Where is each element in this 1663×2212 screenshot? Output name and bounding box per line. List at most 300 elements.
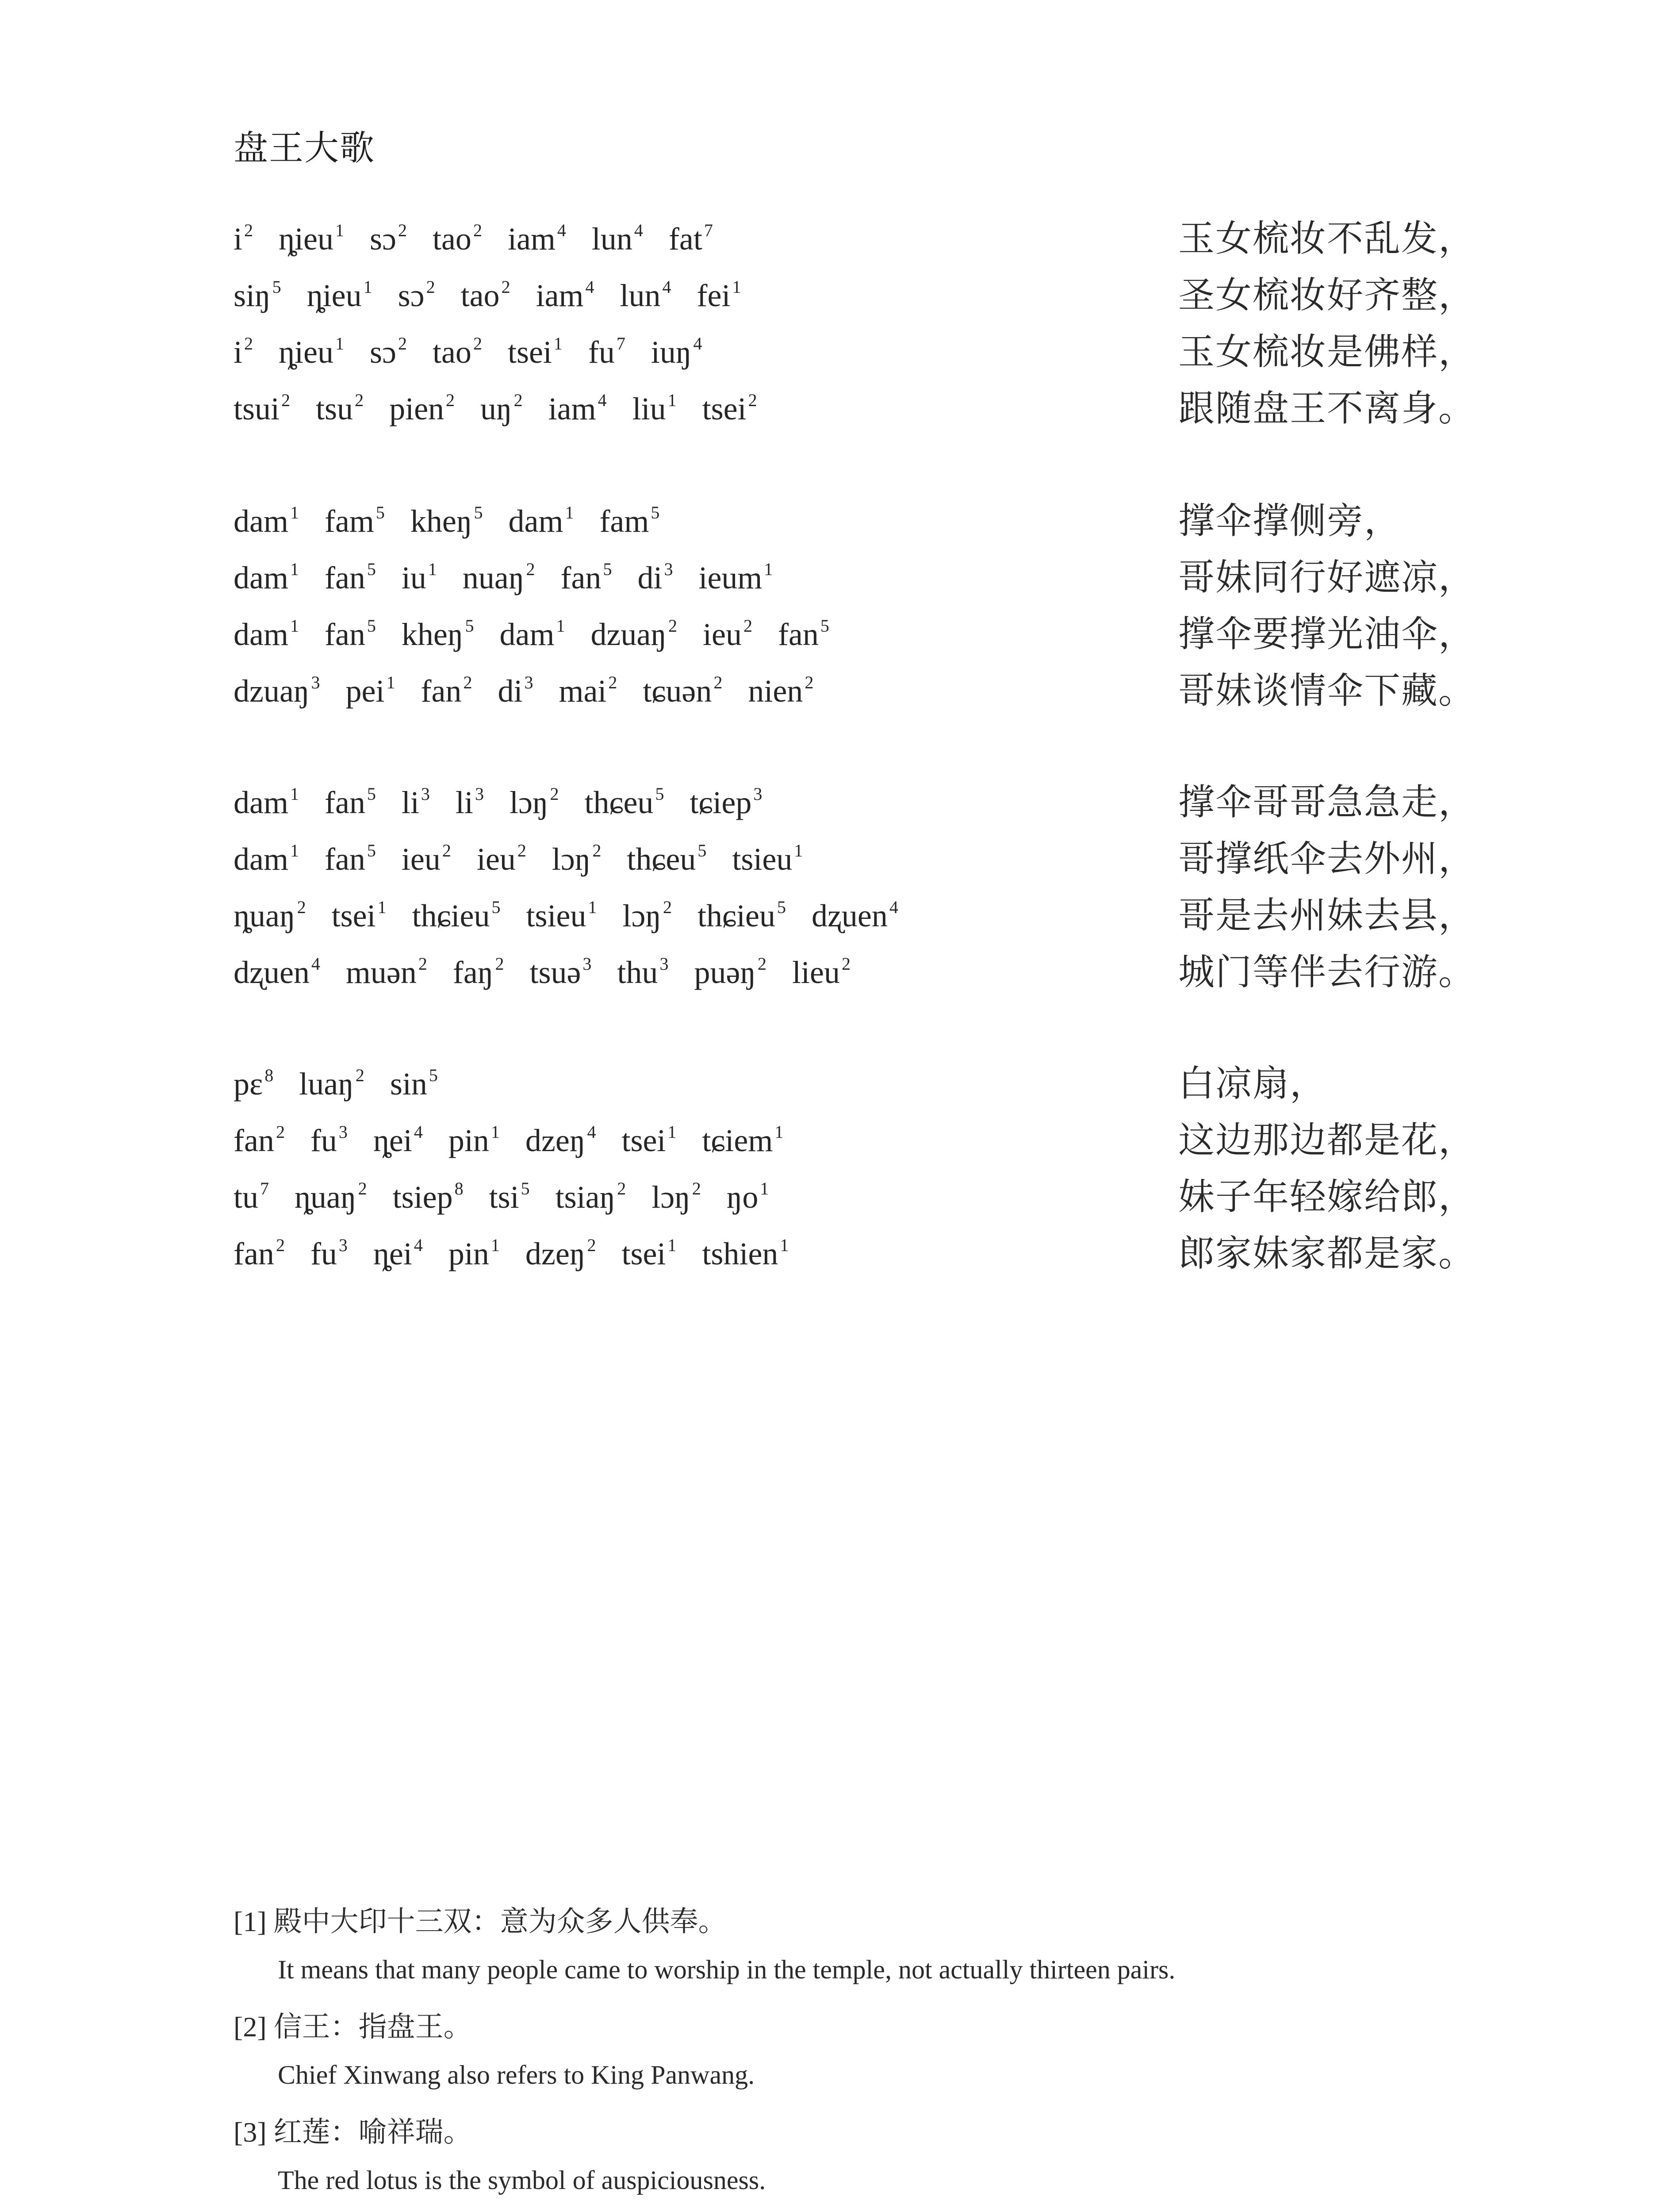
syllable — [370, 218, 407, 260]
tone-number: 2 — [297, 897, 306, 917]
romanization — [234, 1119, 809, 1162]
syllable — [332, 895, 387, 937]
syllable-text: dzuaŋ — [590, 617, 667, 652]
syllable — [651, 1176, 701, 1218]
syllable-text: dam — [234, 785, 288, 820]
syllable-text: iam — [548, 391, 596, 426]
syllable — [234, 1119, 285, 1162]
verse-line — [234, 388, 1498, 444]
syllable — [234, 388, 290, 430]
tone-number: 3 — [338, 1235, 348, 1255]
syllable — [279, 331, 344, 373]
tone-number: 2 — [713, 672, 723, 692]
verse-line — [234, 274, 1498, 331]
tone-number: 3 — [582, 954, 592, 974]
tone-number: 5 — [521, 1179, 530, 1198]
syllable — [702, 1119, 783, 1162]
tone-number: 1 — [290, 841, 299, 860]
tone-number: 5 — [465, 616, 474, 636]
tone-number: 2 — [355, 390, 364, 410]
tone-number: 2 — [426, 277, 435, 297]
syllable-text: fan — [560, 560, 602, 595]
syllable — [310, 1119, 348, 1162]
syllable-text: tsuə — [529, 955, 581, 990]
tone-number: 2 — [276, 1122, 285, 1142]
syllable — [295, 1176, 367, 1218]
syllable — [702, 388, 757, 430]
footnote-marker: [2] — [234, 2011, 267, 2043]
syllable-text: tɕiep — [690, 785, 752, 820]
syllable — [489, 1176, 530, 1218]
syllable — [477, 838, 526, 880]
chinese-translation: 哥撑纸伞去外州， — [1178, 838, 1476, 880]
tone-number: 1 — [556, 616, 565, 636]
chinese-translation: 这边那边都是花， — [1178, 1119, 1476, 1161]
chinese-translation: 撑伞要撑光油伞， — [1178, 613, 1476, 655]
tone-number: 5 — [651, 503, 660, 522]
syllable-text: thɕieu — [412, 898, 490, 933]
tone-number: 7 — [260, 1179, 269, 1198]
tone-number: 2 — [592, 841, 602, 860]
syllable — [592, 218, 643, 260]
tone-number: 1 — [490, 1235, 500, 1255]
footnote — [234, 2113, 1498, 2199]
tone-number: 5 — [697, 841, 707, 860]
tone-number: 8 — [454, 1179, 464, 1198]
syllable — [448, 1233, 500, 1275]
syllable — [694, 951, 766, 994]
tone-number: 2 — [805, 672, 814, 692]
syllable-text: fan — [324, 617, 365, 652]
chinese-translation: 哥妹谈情伞下藏。 — [1178, 670, 1476, 712]
syllable — [234, 895, 306, 937]
syllable — [389, 388, 455, 430]
tone-number: 2 — [663, 897, 672, 917]
tone-number: 5 — [367, 559, 376, 579]
syllable — [588, 331, 625, 373]
syllable-text: dzeŋ — [525, 1236, 586, 1271]
syllable — [727, 1176, 769, 1218]
tone-number: 5 — [474, 503, 483, 522]
syllable — [643, 670, 722, 712]
syllable — [325, 557, 376, 599]
syllable — [370, 331, 407, 373]
romanization — [234, 1233, 814, 1275]
syllable-text: ȵei — [373, 1123, 412, 1158]
tone-number: 2 — [692, 1179, 701, 1198]
tone-number: 3 — [475, 784, 484, 804]
tone-number: 3 — [421, 784, 430, 804]
syllable-text: thɕieu — [697, 898, 775, 933]
syllable-text: thɕeu — [584, 785, 654, 820]
syllable — [234, 1176, 269, 1218]
verse-line — [234, 1063, 1498, 1119]
tone-number: 1 — [764, 559, 773, 579]
syllable — [508, 218, 566, 260]
verse-line — [234, 557, 1498, 613]
syllable-text: i — [234, 221, 243, 257]
tone-number: 2 — [608, 672, 617, 692]
syllable — [433, 218, 482, 260]
syllable — [552, 838, 602, 880]
syllable — [732, 838, 803, 880]
tone-number: 1 — [490, 1122, 500, 1142]
tone-number: 1 — [760, 1179, 769, 1198]
tone-number: 5 — [272, 277, 281, 297]
syllable — [234, 1233, 285, 1275]
chinese-translation: 跟随盘王不离身。 — [1178, 388, 1476, 430]
syllable-text: fu — [310, 1236, 337, 1271]
syllable-text: tsieu — [732, 841, 793, 877]
tone-number: 1 — [428, 559, 437, 579]
romanization — [234, 500, 685, 542]
romanization — [234, 613, 855, 656]
romanization — [234, 951, 876, 994]
tone-number: 2 — [758, 954, 767, 974]
tone-number: 1 — [335, 220, 344, 240]
syllable — [316, 388, 364, 430]
syllable-text: ieu — [476, 841, 516, 877]
tone-number: 1 — [290, 503, 299, 522]
syllable-text: kheŋ — [401, 617, 464, 652]
verse-line — [234, 895, 1498, 951]
verse-line — [234, 218, 1498, 274]
syllable — [448, 1119, 500, 1162]
syllable — [234, 670, 320, 712]
footnote-marker: [1] — [234, 1906, 267, 1937]
syllable-text: tsieu — [526, 898, 586, 933]
tone-number: 2 — [668, 616, 677, 636]
syllable-text: ieu — [702, 617, 742, 652]
romanization — [234, 388, 783, 430]
romanization — [234, 274, 766, 317]
tone-number: 1 — [335, 334, 344, 353]
syllable-text: fan — [324, 785, 365, 820]
romanization — [234, 218, 739, 260]
syllable — [325, 838, 376, 880]
syllable-text: dzuaŋ — [234, 673, 310, 709]
syllable — [812, 895, 898, 937]
tone-number: 2 — [463, 672, 472, 692]
footnote-english: It means that many people came to worship in the temple, not actually thirteen pairs. — [278, 1955, 1176, 1984]
verse-line — [234, 670, 1498, 726]
tone-number: 4 — [889, 897, 898, 917]
syllable — [234, 951, 320, 994]
footnote-english: Chief Xinwang also refers to King Panwang. — [278, 2060, 755, 2089]
chinese-translation: 圣女梳妆好齐整， — [1178, 274, 1476, 316]
syllable — [402, 838, 451, 880]
syllable — [510, 781, 559, 824]
syllable-text: ieu — [401, 841, 441, 877]
tone-number: 5 — [367, 616, 376, 636]
tone-number: 3 — [311, 672, 320, 692]
syllable — [536, 274, 594, 317]
tone-number: 1 — [780, 1235, 789, 1255]
syllable-text: lɔŋ — [509, 785, 548, 820]
syllable-text: sɔ — [369, 334, 396, 370]
tone-number: 3 — [753, 784, 763, 804]
syllable — [748, 670, 813, 712]
stanza — [234, 218, 1498, 444]
syllable — [402, 613, 474, 656]
tone-number: 4 — [311, 954, 320, 974]
page-header: 盘王大歌 — [234, 128, 376, 168]
tone-number: 1 — [290, 559, 299, 579]
verse-line — [234, 781, 1498, 838]
tone-number: 4 — [598, 390, 607, 410]
syllable — [508, 500, 574, 542]
tone-number: 1 — [667, 390, 677, 410]
syllable-text: tshien — [702, 1236, 778, 1271]
syllable — [669, 218, 713, 260]
tone-number: 2 — [281, 390, 291, 410]
syllable-text: sɔ — [369, 221, 396, 257]
romanization — [234, 895, 924, 937]
syllable — [234, 838, 299, 880]
syllable-text: dam — [234, 503, 288, 539]
tone-number: 2 — [244, 334, 253, 353]
tone-number: 1 — [794, 841, 803, 860]
syllable-text: i — [234, 334, 243, 370]
syllable-text: fu — [588, 334, 615, 370]
tone-number: 1 — [565, 503, 574, 522]
syllable-text: pin — [448, 1236, 489, 1271]
syllable-text: ieum — [698, 560, 763, 595]
syllable — [234, 557, 299, 599]
tone-number: 1 — [377, 897, 387, 917]
syllable — [410, 500, 483, 542]
syllable — [697, 274, 741, 317]
chinese-translation: 玉女梳妆不乱发， — [1178, 218, 1476, 260]
syllable-text: sin — [390, 1066, 427, 1102]
chinese-translation: 郎家妹家都是家。 — [1178, 1233, 1476, 1275]
romanization — [234, 1063, 464, 1105]
syllable — [627, 838, 706, 880]
syllable-text: tsui — [234, 391, 280, 426]
syllable — [703, 613, 752, 656]
syllable — [279, 218, 344, 260]
footnote-chinese — [234, 2113, 1498, 2152]
tone-number: 2 — [526, 559, 535, 579]
syllable — [617, 951, 668, 994]
tone-number: 1 — [667, 1122, 677, 1142]
footnote-chinese — [234, 1902, 1498, 1941]
syllable-text: tsi — [489, 1179, 519, 1215]
tone-number: 5 — [491, 897, 501, 917]
tone-number: 2 — [358, 1179, 367, 1198]
syllable — [325, 781, 376, 824]
tone-number: 5 — [367, 841, 376, 860]
syllable-text: lɔŋ — [552, 841, 591, 877]
syllable-text: fan — [234, 1236, 274, 1271]
tone-number: 1 — [774, 1122, 784, 1142]
syllable — [599, 500, 659, 542]
syllable — [234, 331, 253, 373]
syllable — [637, 557, 673, 599]
syllable-text: fam — [324, 503, 374, 539]
syllable — [307, 274, 372, 317]
syllable-text: liu — [632, 391, 666, 426]
syllable-text: lɔŋ — [651, 1179, 690, 1215]
syllable-text: fat — [668, 221, 702, 257]
footnote-english: The red lotus is the symbol of auspiciousness. — [278, 2166, 766, 2195]
verse-line — [234, 1233, 1498, 1289]
syllable-text: di — [637, 560, 663, 595]
syllable-text: tao — [432, 334, 471, 370]
tone-number: 4 — [414, 1122, 423, 1142]
tone-number: 2 — [501, 277, 510, 297]
syllable-text: fei — [697, 278, 731, 313]
chinese-translation: 妹子年轻嫁给郎， — [1178, 1176, 1476, 1218]
syllable-text: dam — [499, 617, 555, 652]
syllable — [421, 670, 472, 712]
syllable — [480, 388, 523, 430]
syllable — [651, 331, 702, 373]
syllable-text: tsiaŋ — [555, 1179, 616, 1215]
footnote-chinese-text: 红莲：喻祥瑞。 — [273, 2116, 472, 2149]
syllable — [453, 951, 504, 994]
verse-line — [234, 1119, 1498, 1176]
footnote — [234, 2008, 1498, 2093]
syllable-text: thu — [617, 955, 658, 990]
tone-number: 5 — [376, 503, 385, 522]
tone-number: 1 — [588, 897, 597, 917]
syllable — [498, 670, 533, 712]
syllable-text: tao — [460, 278, 500, 313]
syllable-text: fam — [599, 503, 649, 539]
syllable-text: luaŋ — [299, 1066, 354, 1102]
syllable — [792, 951, 851, 994]
romanization — [234, 670, 839, 712]
syllable — [463, 557, 535, 599]
tone-number: 2 — [355, 1065, 364, 1085]
syllable — [622, 895, 672, 937]
tone-number: 5 — [820, 616, 829, 636]
tone-number: 2 — [473, 220, 482, 240]
syllable-text: puəŋ — [694, 955, 756, 990]
syllable-text: li — [455, 785, 473, 820]
syllable-text: uŋ — [480, 391, 512, 426]
syllable-text: lɔŋ — [622, 898, 662, 933]
syllable-text: nien — [748, 673, 803, 709]
stanza — [234, 781, 1498, 1008]
syllable-text: ŋo — [726, 1179, 759, 1215]
syllable — [621, 1233, 676, 1275]
tone-number: 5 — [603, 559, 612, 579]
syllable-text: siŋ — [234, 278, 271, 313]
syllable-text: tsei — [331, 898, 376, 933]
footnote-chinese — [234, 2008, 1498, 2047]
syllable-text: tsei — [507, 334, 552, 370]
syllable-text: tsei — [621, 1236, 666, 1271]
syllable — [632, 388, 677, 430]
tone-number: 2 — [550, 784, 559, 804]
footnote-chinese-text: 殿中大印十三双：意为众多人供奉。 — [273, 1905, 727, 1938]
tone-number: 2 — [442, 841, 451, 860]
syllable — [346, 670, 395, 712]
tone-number: 8 — [264, 1065, 274, 1085]
tone-number: 5 — [429, 1065, 438, 1085]
tone-number: 3 — [524, 672, 533, 692]
chinese-translation: 哥妹同行好遮凉， — [1178, 557, 1476, 599]
syllable — [310, 1233, 348, 1275]
syllable-text: ȵuaŋ — [295, 1179, 356, 1215]
syllable — [778, 613, 829, 656]
syllable — [325, 500, 385, 542]
tone-number: 2 — [276, 1235, 285, 1255]
syllable-text: ȵei — [373, 1236, 412, 1271]
syllable-text: sɔ — [398, 278, 425, 313]
chinese-translation: 白凉扇， — [1178, 1063, 1327, 1105]
syllable — [325, 613, 376, 656]
tone-number: 2 — [495, 954, 504, 974]
tone-number: 2 — [446, 390, 455, 410]
footnote-marker: [3] — [234, 2116, 267, 2148]
tone-number: 2 — [244, 220, 253, 240]
syllable-text: tsei — [702, 391, 747, 426]
syllable — [373, 1119, 423, 1162]
syllable — [234, 218, 253, 260]
verse-line — [234, 500, 1498, 557]
tone-number: 1 — [290, 616, 299, 636]
romanization — [234, 838, 828, 880]
tone-number: 1 — [290, 784, 299, 804]
syllable — [461, 274, 510, 317]
syllable-text: tɕiem — [702, 1123, 773, 1158]
syllable-text: ȵieu — [307, 278, 362, 313]
syllable-text: iam — [507, 221, 556, 257]
syllable-text: tsu — [316, 391, 353, 426]
syllable-text: li — [401, 785, 419, 820]
tone-number: 2 — [748, 390, 757, 410]
syllable-text: muən — [345, 955, 417, 990]
tone-number: 4 — [585, 277, 594, 297]
syllable-text: thɕeu — [627, 841, 696, 877]
syllable-text: pien — [389, 391, 444, 426]
syllable-text: ȵuaŋ — [234, 898, 295, 933]
syllable-text: fan — [421, 673, 462, 709]
syllable — [561, 557, 612, 599]
tone-number: 1 — [553, 334, 563, 353]
syllable-text: dam — [508, 503, 563, 539]
tone-number: 3 — [338, 1122, 348, 1142]
syllable-text: tsiep — [392, 1179, 453, 1215]
syllable-text: tao — [432, 221, 471, 257]
tone-number: 5 — [777, 897, 786, 917]
syllable-text: fan — [234, 1123, 274, 1158]
syllable — [402, 557, 437, 599]
syllable-text: fan — [324, 560, 365, 595]
tone-number: 3 — [664, 559, 673, 579]
romanization — [234, 331, 728, 373]
syllable-text: tɕuən — [643, 673, 712, 709]
syllable — [234, 500, 299, 542]
footnotes — [234, 1902, 1498, 2212]
syllable-text: iuŋ — [651, 334, 692, 370]
tone-number: 3 — [659, 954, 669, 974]
tone-number: 1 — [667, 1235, 677, 1255]
syllable — [690, 781, 762, 824]
syllable-text: tu — [234, 1179, 259, 1215]
verse-line — [234, 951, 1498, 1008]
syllable — [590, 613, 677, 656]
chinese-translation: 撑伞撑侧旁， — [1178, 500, 1402, 542]
syllable — [390, 1063, 438, 1105]
syllable-text: lun — [620, 278, 661, 313]
tone-number: 2 — [398, 334, 407, 353]
syllable-text: dʐuen — [811, 898, 888, 933]
syllable-text: mai — [559, 673, 607, 709]
